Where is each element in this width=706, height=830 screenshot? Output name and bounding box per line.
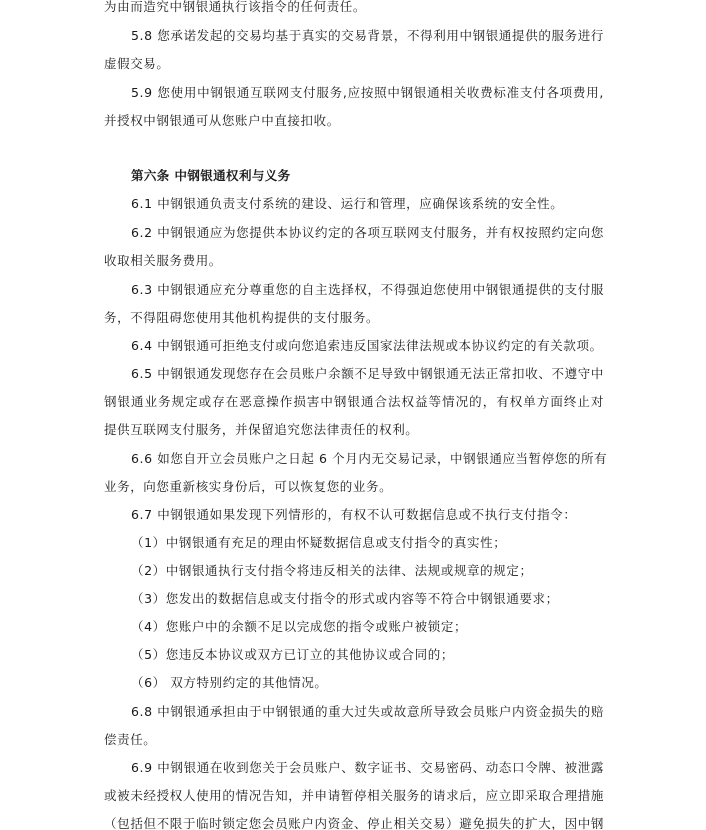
text-line: 提供互联网支付服务，并保留追究您法律责任的权利。: [104, 422, 419, 437]
section-heading: 第六条 中钢银通权利与义务: [131, 168, 291, 183]
text-line: 收取相关服务费用。: [104, 253, 222, 268]
text-line: （4）您账户中的余额不足以完成您的指令或账户被锁定；: [131, 619, 468, 634]
text-line: 6.2 中钢银通应为您提供本协议约定的各项互联网支付服务，并有权按照约定向您: [131, 225, 604, 240]
text-line: 业务，向您重新核实身份后，可以恢复您的业务。: [104, 479, 393, 494]
text-line: （1）中钢银通有充足的理由怀疑数据信息或支付指令的真实性；: [131, 535, 507, 550]
text-line: 并授权中钢银通可从您账户中直接扣收。: [104, 113, 340, 128]
text-line: 为由而造究中钢银通执行该指令的任何责任。: [104, 0, 367, 14]
text-line: （包括但不限于临时锁定您会员账户内资金、停止相关交易）避免损失的扩大，因中钢: [104, 816, 604, 830]
text-line: 6.4 中钢银通可拒绝支付或向您追索违反国家法律法规或本协议约定的有关款项。: [131, 338, 603, 353]
text-line: （3）您发出的数据信息或支付指令的形式或内容等不符合中钢银通要求；: [131, 591, 559, 606]
text-line: 6.7 中钢银通如果发现下列情形的，有权不认可数据信息或不执行支付指令：: [131, 507, 577, 522]
text-line: 6.9 中钢银通在收到您关于会员账户、数字证书、交易密码、动态口令牌、被泄露: [131, 760, 604, 775]
text-line: 偿责任。: [104, 732, 157, 747]
text-line: （2）中钢银通执行支付指令将违反相关的法律、法规或规章的规定；: [131, 563, 533, 578]
text-line: 务，不得阻碍您使用其他机构提供的支付服务。: [104, 310, 380, 325]
text-line: （5）您违反本协议或双方已订立的其他协议或合同的；: [131, 647, 454, 662]
text-line: 虚假交易。: [104, 56, 170, 71]
text-line: 5.8 您承诺发起的交易均基于真实的交易背景，不得利用中钢银通提供的服务进行: [131, 28, 604, 43]
text-line: 或被未经授权人使用的情况告知，并申请暂停相关服务的请求后，应立即采取合理措施: [104, 788, 604, 803]
text-line: 6.8 中钢银通承担由于中钢银通的重大过失或故意所导致会员账户内资金损失的赔: [131, 704, 604, 719]
text-line: （6） 双方特别约定的其他情况。: [131, 675, 328, 690]
text-line: 6.6 如您自开立会员账户之日起 6 个月内无交易记录，中钢银通应当暂停您的所有: [131, 451, 608, 466]
text-line: 钢银通业务规定或存在恶意操作损害中钢银通合法权益等情况的，有权单方面终止对: [104, 394, 604, 409]
text-line: 6.5 中钢银通发现您存在会员账户余额不足导致中钢银通无法正常扣收、不遵守中: [131, 366, 604, 381]
text-line: 5.9 您使用中钢银通互联网支付服务,应按照中钢银通相关收费标准支付各项费用,: [131, 85, 604, 100]
text-line: 6.3 中钢银通应充分尊重您的自主选择权，不得强迫您使用中钢银通提供的支付服: [131, 282, 604, 297]
text-line: 6.1 中钢银通负责支付系统的建设、运行和管理，应确保该系统的安全性。: [131, 196, 564, 211]
